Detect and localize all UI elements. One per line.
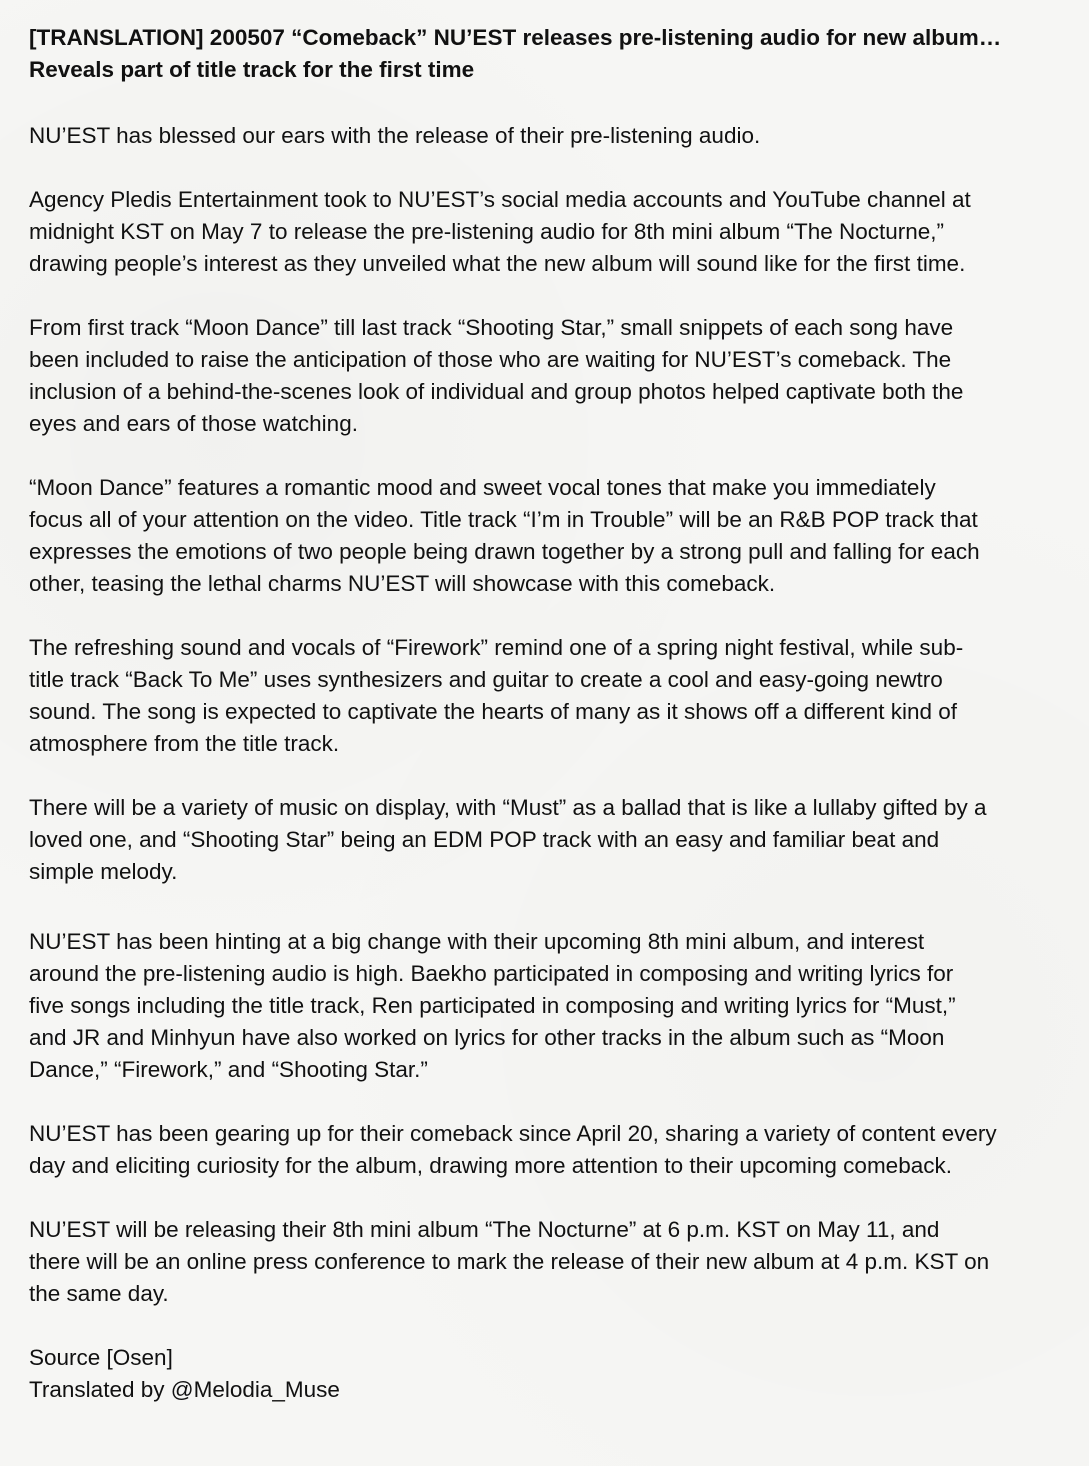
text-line: other, teasing the lethal charms NU’EST will showcase with this comeback.: [29, 571, 776, 596]
paragraph-intro: [29, 120, 1073, 152]
text-line: focus all of your attention on the video. Title track “I’m in Trouble” will be an R&B POP track that: [29, 507, 978, 532]
text-line: “Moon Dance” features a romantic mood and sweet vocal tones that make you immediately: [29, 475, 936, 500]
article-title: [29, 22, 1073, 86]
text-line: The refreshing sound and vocals of “Firework” remind one of a spring night festival, while sub-: [29, 635, 964, 660]
paragraph-hinting: [29, 926, 1073, 1086]
paragraph-variety: [29, 792, 1073, 888]
text-line: there will be an online press conference to mark the release of their new album at 4 p.m. KST on: [29, 1249, 990, 1274]
title-line: [TRANSLATION] 200507 “Comeback” NU’EST releases pre-listening audio for new album…: [29, 25, 1002, 50]
text-line: eyes and ears of those watching.: [29, 411, 358, 436]
text-line: Dance,” “Firework,” and “Shooting Star.”: [29, 1057, 428, 1082]
text-line: been included to raise the anticipation of those who are waiting for NU’EST’s comeback. The: [29, 347, 952, 372]
paragraph-agency: [29, 184, 1073, 280]
paragraph-credits: [29, 1342, 1073, 1406]
paragraph-gearing-up: [29, 1118, 1073, 1182]
text-line: Agency Pledis Entertainment took to NU’EST’s social media accounts and YouTube channel at: [29, 187, 971, 212]
text-line: NU’EST will be releasing their 8th mini album “The Nocturne” at 6 p.m. KST on May 11, and: [29, 1217, 940, 1242]
translator-credit: Translated by @Melodia_Muse: [29, 1377, 340, 1402]
text-line: title track “Back To Me” uses synthesizers and guitar to create a cool and easy-going newtro: [29, 667, 943, 692]
title-line: Reveals part of title track for the first time: [29, 57, 475, 82]
text-line: NU’EST has blessed our ears with the release of their pre-listening audio.: [29, 123, 761, 148]
text-line: atmosphere from the title track.: [29, 731, 340, 756]
paragraph-release: [29, 1214, 1073, 1310]
text-line: NU’EST has been gearing up for their comeback since April 20, sharing a variety of content every: [29, 1121, 997, 1146]
text-line: and JR and Minhyun have also worked on lyrics for other tracks in the album such as “Moon: [29, 1025, 945, 1050]
text-line: simple melody.: [29, 859, 178, 884]
paragraph-tracks: [29, 312, 1073, 440]
text-line: expresses the emotions of two people being drawn together by a strong pull and falling for each: [29, 539, 980, 564]
text-line: inclusion of a behind-the-scenes look of individual and group photos helped captivate both the: [29, 379, 964, 404]
text-line: midnight KST on May 7 to release the pre-listening audio for 8th mini album “The Nocturne,”: [29, 219, 945, 244]
text-line: There will be a variety of music on display, with “Must” as a ballad that is like a lullaby gifted by a: [29, 795, 987, 820]
paragraph-moon-dance: [29, 472, 1073, 600]
text-line: From first track “Moon Dance” till last track “Shooting Star,” small snippets of each song have: [29, 315, 954, 340]
text-line: drawing people’s interest as they unveiled what the new album will sound like for the first time.: [29, 251, 966, 276]
text-line: loved one, and “Shooting Star” being an EDM POP track with an easy and familiar beat and: [29, 827, 940, 852]
text-line: NU’EST has been hinting at a big change with their upcoming 8th mini album, and interest: [29, 929, 925, 954]
text-line: day and eliciting curiosity for the album, drawing more attention to their upcoming comeback.: [29, 1153, 952, 1178]
text-line: the same day.: [29, 1281, 169, 1306]
source-credit: Source [Osen]: [29, 1345, 173, 1370]
text-line: five songs including the title track, Ren participated in composing and writing lyrics for “Must,”: [29, 993, 956, 1018]
text-line: sound. The song is expected to captivate the hearts of many as it shows off a different kind of: [29, 699, 958, 724]
text-line: around the pre-listening audio is high. Baekho participated in composing and writing lyrics for: [29, 961, 954, 986]
paragraph-firework: [29, 632, 1073, 760]
